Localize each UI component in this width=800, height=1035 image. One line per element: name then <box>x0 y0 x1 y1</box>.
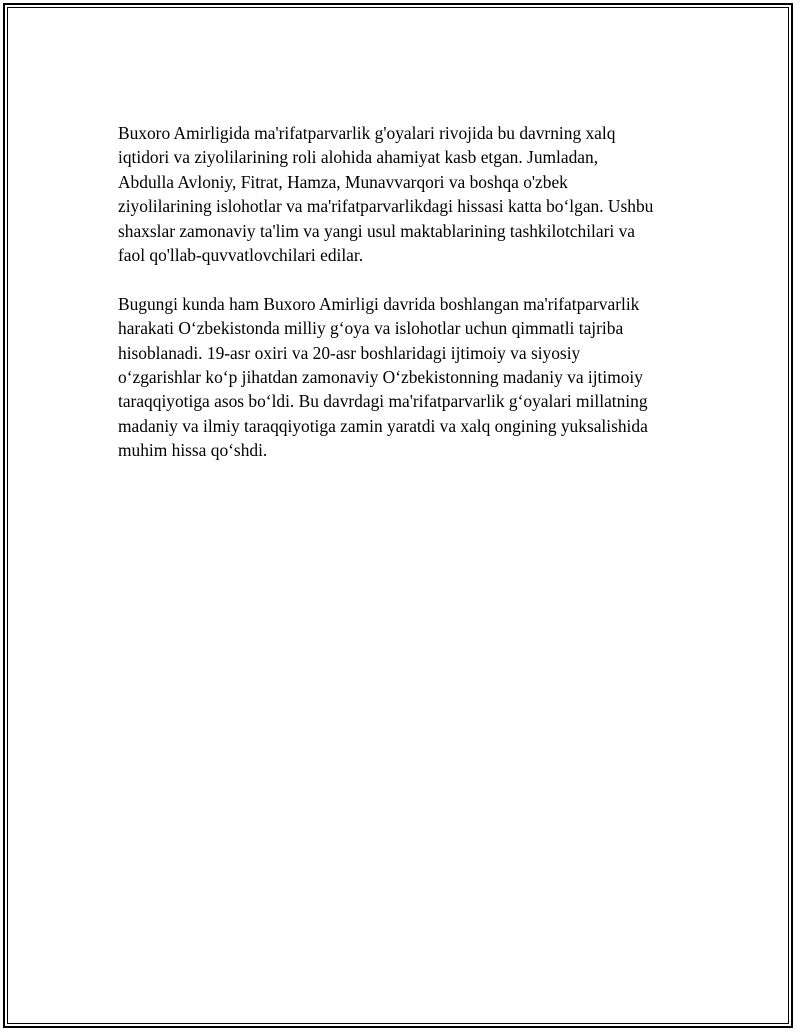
paragraph-line: iqtidori va ziyolilarining roli alohida ahamiyat kasb etgan. Jumladan, <box>118 147 599 168</box>
paragraph-1 <box>118 121 708 267</box>
paragraph-line: Bugungi kunda ham Buxoro Amirligi davrida boshlangan ma'rifatparvarlik <box>118 293 640 314</box>
paragraph-line: harakati O‘zbekistonda milliy g‘oya va islohotlar uchun qimmatli tajriba <box>118 318 624 339</box>
paragraph-line: faol qo'llab-quvvatlovchilari edilar. <box>118 245 364 266</box>
paragraph-line: o‘zgarishlar ko‘p jihatdan zamonaviy O‘zbekistonning madaniy va ijtimoiy <box>118 367 643 388</box>
paragraph-line: madaniy va ilmiy taraqqiyotiga zamin yaratdi va xalq ongining yuksalishida <box>118 415 648 436</box>
paragraph-line: muhim hissa qo‘shdi. <box>118 440 268 461</box>
paragraph-line: shaxslar zamonaviy ta'lim va yangi usul maktablarining tashkilotchilari va <box>118 220 635 241</box>
paragraph-line: Buxoro Amirligida ma'rifatparvarlik g'oyalari rivojida bu davrning xalq <box>118 123 616 143</box>
paragraph-line: hisoblanadi. 19-asr oxiri va 20-asr boshlaridagi ijtimoiy va siyosiy <box>118 342 581 363</box>
paragraph-line: Abdulla Avloniy, Fitrat, Hamza, Munavvarqori va boshqa o'zbek <box>118 171 568 192</box>
paragraph-line: taraqqiyotiga asos bo‘ldi. Bu davrdagi ma'rifatparvarlik g‘oyalari millatning <box>118 391 648 412</box>
paragraph-2 <box>118 292 708 463</box>
page-frame <box>3 3 793 1028</box>
paragraph-line: ziyolilarining islohotlar va ma'rifatparvarlikdagi hissasi katta bo‘lgan. Ushbu <box>118 196 654 217</box>
document-body <box>118 121 708 487</box>
